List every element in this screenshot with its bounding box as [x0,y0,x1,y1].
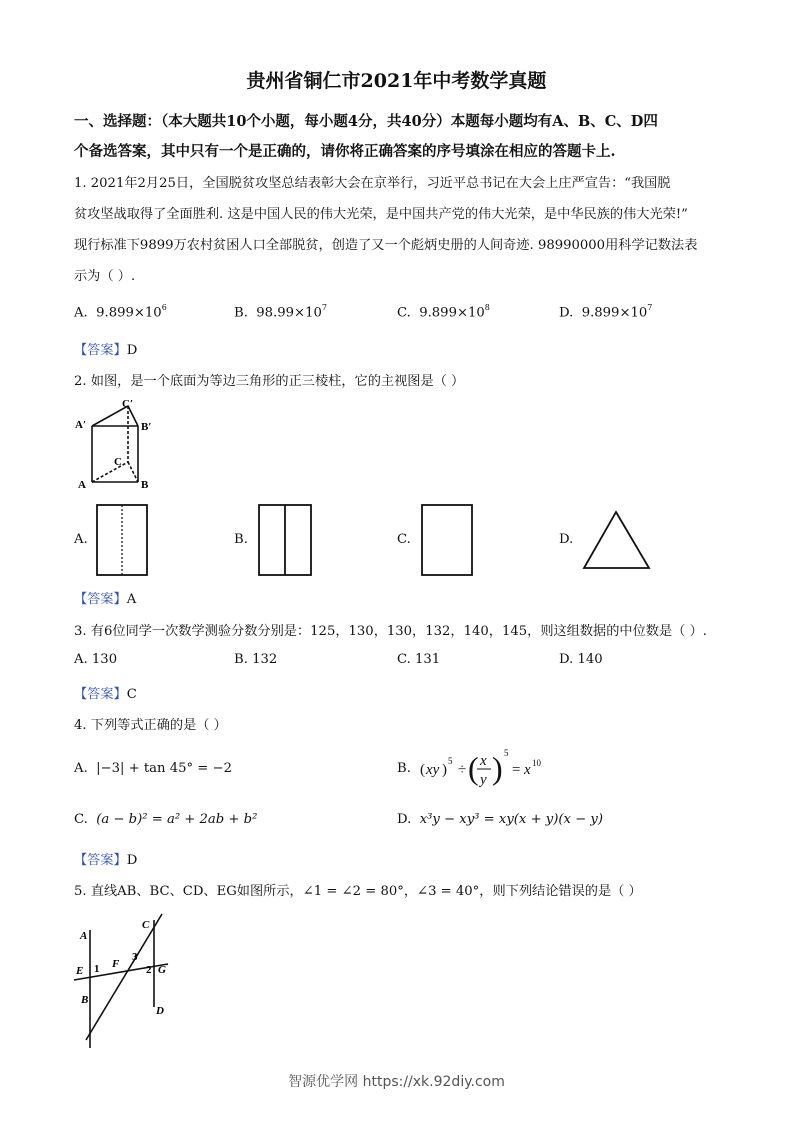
q3-option-b: B. 132 [234,652,278,667]
q1-answer [74,339,137,358]
q5-text-line1: 5. 直线AB、BC、CD、EG如图所示，∠1 = ∠2 = 80°，∠3 = 40°，则下列结论错误的是（ ） [74,884,642,899]
prism-label-a-prime: A′ [75,419,87,431]
svg-text:y: y [480,772,487,788]
q5-lines-figure [72,912,182,1052]
q2-option-b-figure [258,504,312,576]
svg-text:x: x [480,753,487,769]
q5-label-e: E [76,965,84,977]
svg-text:5: 5 [448,756,453,766]
section-header-line1: 一、选择题：（本大题共10个小题，每小题4分，共40分）本题每小题均有A、B、C、D四 [74,113,658,130]
q4-option-b [397,761,411,776]
prism-label-c: C [114,456,122,468]
q3-option-a: A. 130 [74,652,118,667]
q5-label-b: B [81,994,89,1006]
q1-option-b-exp: 7 [321,303,327,312]
q1-option-c [397,304,490,320]
svg-text:10: 10 [532,758,541,768]
section-header-line2: 个备选答案，其中只有一个是正确的，请你将正确答案的序号填涂在相应的答题卡上. [74,143,616,160]
answer-tag: 【答案】 [74,853,127,868]
page-title: 贵州省铜仁市2021年中考数学真题 [246,70,547,92]
q2-answer-value: A [126,592,137,607]
svg-text:x: x [524,762,531,778]
q4-option-a [74,761,232,776]
prism-label-b-prime: B′ [141,421,152,433]
q4-option-b-expr [420,744,550,794]
q1-option-d-exp: 7 [647,303,653,312]
q1-option-a-label: A. [74,305,88,321]
q1-option-c-value: 9.899×10 [419,305,485,321]
answer-tag: 【答案】 [74,687,127,702]
q3-option-d: D. 140 [559,652,603,667]
footer-watermark: 智源优学网 https://xk.92diy.com [288,1074,505,1090]
svg-text:=: = [512,762,521,778]
svg-text:xy: xy [426,762,440,778]
q4-option-b-label: B. [397,761,411,776]
q1-option-b-value: 98.99×10 [256,305,322,321]
q2-option-b-label: B. [234,532,248,547]
q2-answer [74,588,136,607]
q3-text-line1: 3. 有6位同学一次数学测验分数分别是：125，130，130，132，140，145，则这组数据的中位数是（ ）. [74,624,707,639]
q5-angle-3: 3 [132,951,138,963]
answer-tag: 【答案】 [74,592,127,607]
q1-option-b-label: B. [234,305,248,321]
q2-text-line1: 2. 如图，是一个底面为等边三角形的正三棱柱，它的主视图是（ ） [74,374,465,389]
q4-option-c [74,812,257,827]
q5-angle-1: 1 [94,963,100,975]
q5-label-g: G [158,964,166,976]
svg-text:(: ( [420,762,425,778]
q5-label-a: A [80,930,88,942]
q2-option-a-figure [96,504,148,576]
q2-option-d-label: D. [559,532,574,547]
q4-option-d-expr: x³y − xy³ = xy(x + y)(x − y) [419,812,604,827]
svg-text:): ) [442,762,447,778]
q3-answer-value: C [126,687,137,702]
q1-text-line4: 示为（ ）. [74,269,136,284]
q4-option-a-expr: |−3| + tan 45° = −2 [96,761,232,776]
q1-option-d-label: D. [559,305,574,321]
q1-answer-value: D [126,343,138,358]
q2-option-a-label: A. [74,532,88,547]
q1-option-b [234,304,327,320]
q2-option-d-figure [582,510,652,572]
q1-text-line2: 贫攻坚战取得了全面胜利. 这是中国人民的伟大光荣，是中国共产党的伟大光荣，是中华民族的伟大光荣!” [74,207,688,222]
q1-option-d-value: 9.899×10 [581,305,648,321]
q1-text-line3: 现行标准下9899万农村贫困人口全部脱贫，创造了又一个彪炳史册的人间奇迹. 98990000用科学记数法表 [74,238,698,253]
q4-answer [74,849,137,868]
q4-option-d [397,812,603,827]
q3-option-c: C. 131 [397,652,441,667]
q2-option-c-label: C. [397,532,411,547]
prism-label-a: A [78,479,86,491]
q1-option-c-label: C. [397,305,411,321]
q2-prism-figure [72,396,162,494]
q2-option-c-figure [421,504,473,576]
svg-text:(: ( [468,750,479,786]
q1-option-a-value: 9.899×10 [96,305,162,321]
svg-text:): ) [492,750,503,786]
prism-label-b: B [141,479,149,491]
q4-text-line1: 4. 下列等式正确的是（ ） [74,718,227,733]
q3-answer [74,683,137,702]
q4-option-c-label: C. [74,812,88,827]
q5-angle-2: 2 [146,964,152,976]
answer-tag: 【答案】 [74,343,127,358]
svg-text:5: 5 [504,748,509,758]
q1-text-line1: 1. 2021年2月25日，全国脱贫攻坚总结表彰大会在京举行，习近平总书记在大会上庄严宣告：“我国脱 [74,176,671,191]
q5-label-f: F [112,958,120,970]
q1-option-d [559,304,652,320]
q1-option-a-exp: 6 [161,303,167,312]
q5-label-d: D [156,1005,164,1017]
prism-label-c-prime: C′ [122,398,134,410]
q4-option-a-label: A. [74,761,88,776]
q1-option-a [74,304,167,320]
svg-text:÷: ÷ [458,762,467,778]
q1-option-c-exp: 8 [484,303,490,312]
q4-option-d-label: D. [397,812,412,827]
q4-option-c-expr: (a − b)² = a² + 2ab + b² [96,812,258,827]
q4-answer-value: D [126,853,138,868]
q5-label-c: C [142,919,150,931]
